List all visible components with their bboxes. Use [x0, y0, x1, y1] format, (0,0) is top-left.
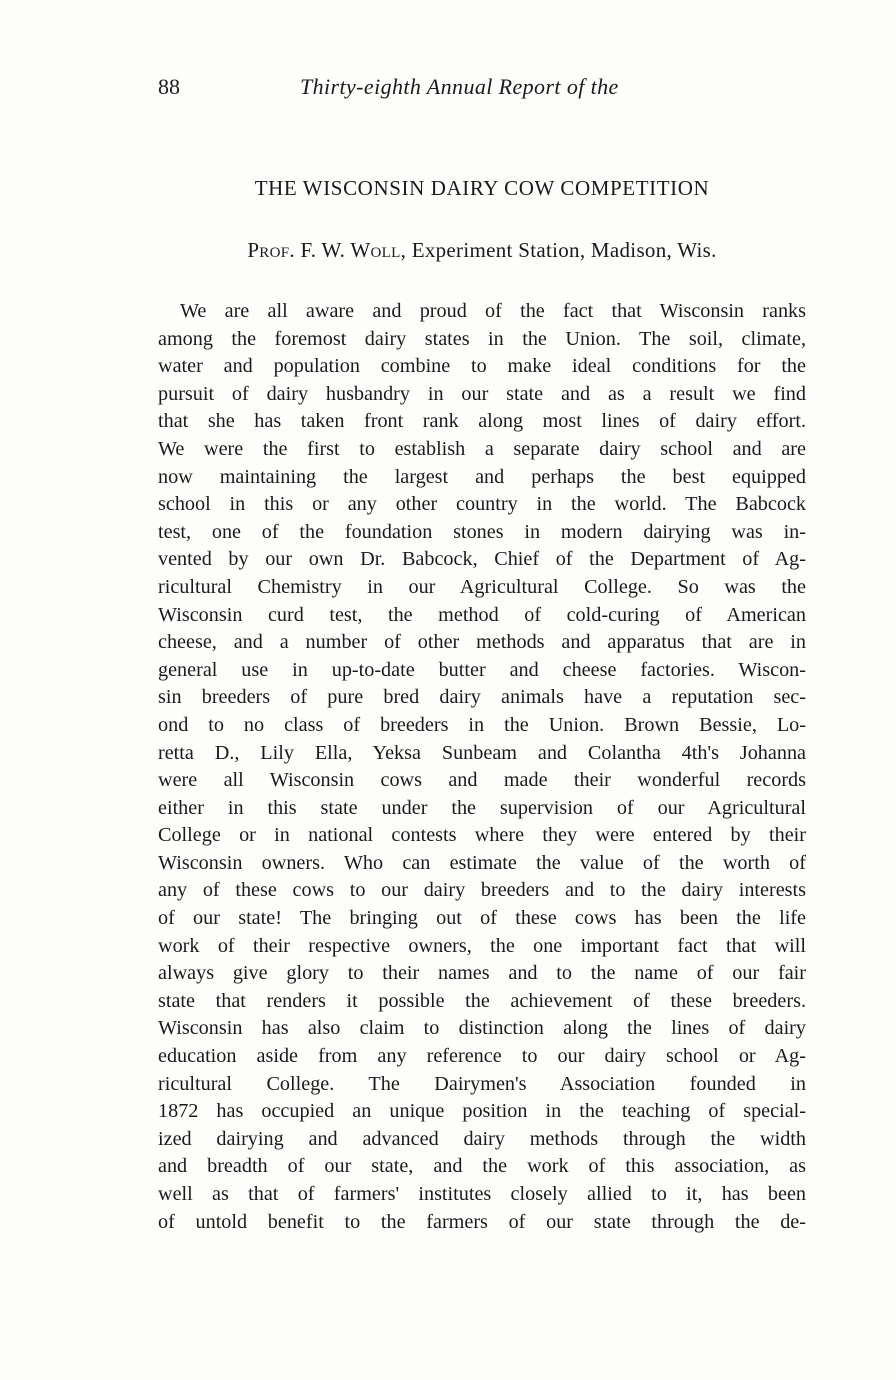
- text-line: retta D., Lily Ella, Yeksa Sunbeam and Colantha 4th's Johanna: [158, 741, 806, 764]
- text-line: any of these cows to our dairy breeders and to the dairy interests: [158, 879, 806, 902]
- text-line: vented by our own Dr. Babcock, Chief of the Department of Ag-: [158, 548, 806, 571]
- text-line: test, one of the foundation stones in modern dairying was in-: [158, 520, 806, 543]
- text-line: general use in up-to-date butter and cheese factories. Wiscon-: [158, 658, 806, 681]
- text-line: ond to no class of breeders in the Union. Brown Bessie, Lo-: [158, 713, 806, 736]
- text-line: pursuit of dairy husbandry in our state and as a result we find: [158, 382, 806, 405]
- text-line: among the foremost dairy states in the Union. The soil, climate,: [158, 327, 806, 350]
- running-title: Thirty-eighth Annual Report of the: [300, 74, 619, 99]
- text-line: Wisconsin curd test, the method of cold-curing of American: [158, 603, 806, 626]
- text-line: We are all aware and proud of the fact that Wisconsin ranks: [180, 300, 806, 322]
- text-line: well as that of farmers' institutes closely allied to it, has been: [158, 1183, 806, 1205]
- page-number: 88: [158, 74, 180, 99]
- text-line: work of their respective owners, the one important fact that will: [158, 934, 806, 957]
- text-line: education aside from any reference to our dairy school or Ag-: [158, 1045, 806, 1068]
- text-line: College or in national contests where they were entered by their: [158, 824, 806, 847]
- text-line: water and population combine to make ideal conditions for the: [158, 355, 806, 378]
- text-line: ized dairying and advanced dairy methods through the width: [158, 1127, 806, 1150]
- article-title: THE WISCONSIN DAIRY COW COMPETITION: [254, 176, 710, 200]
- text-line: and breadth of our state, and the work of this association, as: [158, 1155, 806, 1178]
- text-line: that she has taken front rank along most lines of dairy effort.: [158, 410, 806, 433]
- text-line: of untold benefit to the farmers of our state through the de-: [158, 1210, 806, 1233]
- body-paragraph: [158, 298, 806, 1236]
- text-line: now maintaining the largest and perhaps the best equipped: [158, 465, 806, 488]
- running-head: [158, 74, 806, 104]
- author-name: Prof. F. W. Woll: [247, 238, 401, 262]
- text-line: Wisconsin has also claim to distinction along the lines of dairy: [158, 1017, 806, 1040]
- text-line: 1872 has occupied an unique position in the teaching of special-: [158, 1100, 806, 1123]
- byline: [158, 238, 806, 263]
- text-line: always give glory to their names and to the name of our fair: [158, 962, 806, 985]
- text-line: of our state! The bringing out of these cows has been the life: [158, 907, 806, 930]
- text-line: ricultural Chemistry in our Agricultural College. So was the: [158, 575, 806, 598]
- text-line: We were the first to establish a separate dairy school and are: [158, 437, 806, 460]
- text-line: school in this or any other country in the world. The Babcock: [158, 493, 806, 516]
- text-line: ricultural College. The Dairymen's Association founded in: [158, 1072, 806, 1095]
- text-line: Wisconsin owners. Who can estimate the value of the worth of: [158, 851, 806, 874]
- text-line: state that renders it possible the achievement of these breeders.: [158, 989, 806, 1012]
- text-line: were all Wisconsin cows and made their wonderful records: [158, 769, 806, 792]
- text-line: either in this state under the supervision of our Agricultural: [158, 796, 806, 819]
- text-line: cheese, and a number of other methods and apparatus that are in: [158, 631, 806, 654]
- author-affiliation: , Experiment Station, Madison, Wis.: [400, 238, 717, 262]
- text-line: sin breeders of pure bred dairy animals have a reputation sec-: [158, 686, 806, 709]
